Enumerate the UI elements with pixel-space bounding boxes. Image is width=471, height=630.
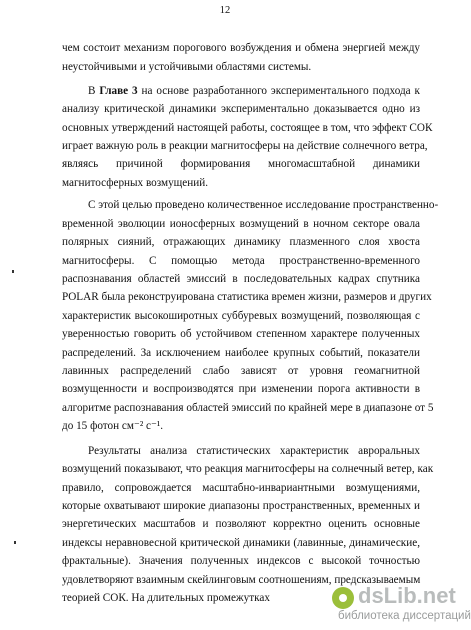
margin-mark (14, 541, 16, 544)
text-line: временной эволюции ионосферных возмущений в ночном секторе овала (62, 218, 420, 230)
text-line: полярных сияний, отражающих динамику плазменного слоя хвоста (62, 236, 420, 248)
text-line: энергетических масштабов и позволяют корректно оценить основные (62, 518, 420, 530)
text-line: распознавания областей эмиссий в последовательных кадрах спутника (62, 273, 420, 285)
page-number: 12 (219, 5, 231, 16)
text-line: POLAR была реконструирована статистика времен жизни, размеров и других (62, 291, 432, 303)
text-line: распределений. За исключением наиболее крупных событий, показатели (62, 347, 420, 359)
text-line: чем состоит механизм порогового возбуждения и обмена энергией между (62, 42, 420, 54)
text-line: лавинных распределений слабо зависят от уровня геомагнитной (62, 365, 420, 377)
text-line: основных утверждений настоящей работы, состоящее в том, что эффект СОК (62, 122, 433, 134)
text-line: магнитосферных возмущений. (62, 177, 209, 189)
chapter-ref-rest: на основе разработанного экспериментального подхода к (137, 85, 420, 97)
chapter-ref-bold: Главе 3 (99, 85, 138, 97)
chapter-ref-prefix: В (88, 85, 100, 97)
text-line: алгоритме распознавания областей эмиссий по крайней мере в диапазоне от 5 (62, 402, 434, 414)
text-line: удовлетворяют взаимным скейлинговым соотношениям, предсказываемым (62, 574, 421, 586)
text-line: которые охватывают широкие диапазоны пространственных, временных и (62, 500, 420, 512)
logo-circle-icon (332, 587, 354, 609)
text-line: магнитосферы. С помощью метода пространственно-временного (62, 255, 420, 267)
text-line: играет важную роль в реакции магнитосферы на действие солнечного ветра, (62, 140, 428, 152)
text-line: правило, сопровождается масштабно-инвариантными возмущениями, (62, 482, 420, 494)
text-line: анализу критической динамики экспериментально доказывается одно из (62, 103, 420, 115)
logo-tagline: библиотека диссертаций (338, 610, 471, 622)
text-line: фрактальные). Значения полученных индексов с высокой точностью (62, 555, 420, 567)
text-line: уверенностью говорить об устойчивом степенном характере полученных (62, 328, 420, 340)
text-line: индексы неравновесной критической динамики (лавинные, динамические, (62, 537, 420, 549)
text-line: теорией СОК. На длительных промежутках (62, 592, 270, 604)
watermark-logo (332, 583, 471, 625)
text-line: Результаты анализа статистических характеристик авроральных (88, 445, 420, 457)
text-line: возмущений показывают, что реакция магнитосферы на солнечный ветер, как (62, 463, 434, 475)
text-line: неустойчивыми и устойчивыми областями системы. (62, 61, 312, 73)
logo-name: dsLib.net (358, 583, 456, 608)
text-line: С этой целью проведено количественное исследование пространственно- (88, 199, 439, 211)
text-line: являясь причиной формирования многомасштабной динамики (62, 158, 420, 170)
text-line: характеристик высокоширотных суббуревых возмущений, позволяющая с (62, 310, 420, 322)
margin-mark (12, 270, 14, 273)
text-line: возмущенности и воспроизводятся при изменении порога активности в (62, 383, 420, 395)
text-line-chapter-ref (88, 84, 420, 98)
text-line: до 15 фотон см⁻² с⁻¹. (62, 420, 164, 432)
